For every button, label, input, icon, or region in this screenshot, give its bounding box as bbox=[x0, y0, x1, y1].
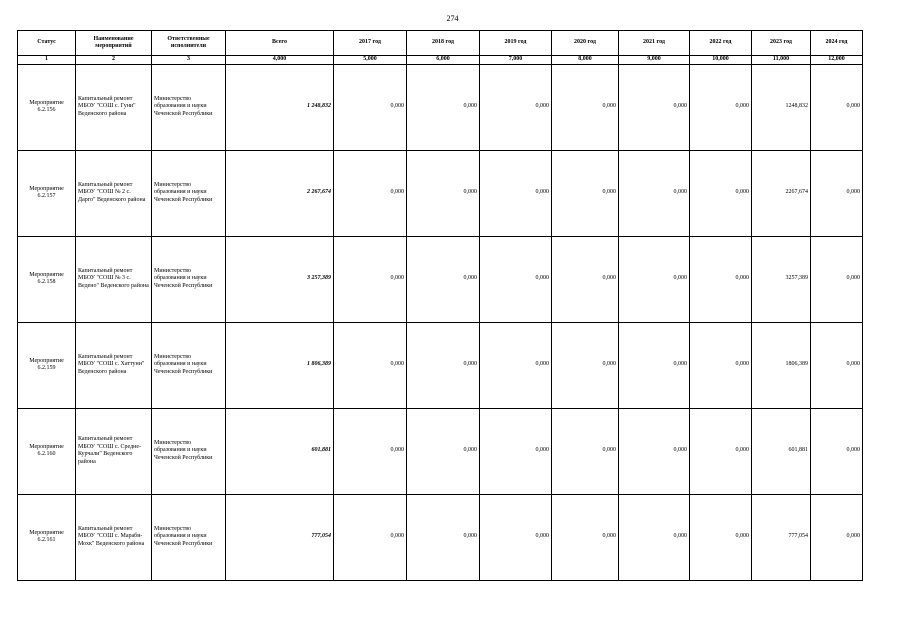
row-status: Мероприятие 6.2.158 bbox=[18, 236, 76, 322]
row-year-value: 0,000 bbox=[334, 236, 407, 322]
row-year-value: 1806,389 bbox=[752, 322, 811, 408]
row-year-value: 3257,389 bbox=[752, 236, 811, 322]
row-total: 1 806,389 bbox=[226, 322, 334, 408]
column-number: 10,000 bbox=[690, 56, 752, 65]
row-responsible: Министерство образования и науки Чеченской Республики bbox=[152, 322, 226, 408]
row-year-value: 0,000 bbox=[407, 150, 480, 236]
row-year-value: 0,000 bbox=[690, 322, 752, 408]
row-status: Мероприятие 6.2.157 bbox=[18, 150, 76, 236]
row-year-value: 0,000 bbox=[334, 494, 407, 580]
column-number: 7,000 bbox=[480, 56, 552, 65]
row-year-value: 0,000 bbox=[480, 64, 552, 150]
row-year-value: 0,000 bbox=[811, 408, 863, 494]
row-year-value: 0,000 bbox=[334, 322, 407, 408]
row-name: Капитальный ремонт МБОУ "СОШ № 2 с. Дарго" Веденского района bbox=[76, 150, 152, 236]
row-year-value: 0,000 bbox=[552, 408, 619, 494]
header-year: 2018 год bbox=[407, 31, 480, 56]
row-total: 777,054 bbox=[226, 494, 334, 580]
column-number-row bbox=[18, 56, 863, 65]
column-number: 6,000 bbox=[407, 56, 480, 65]
header-year: 2019 год bbox=[480, 31, 552, 56]
header-row bbox=[18, 31, 863, 56]
column-number: 2 bbox=[76, 56, 152, 65]
row-year-value: 0,000 bbox=[480, 150, 552, 236]
row-name: Капитальный ремонт МБОУ "СОШ с. Средне-Курчали" Веденского района bbox=[76, 408, 152, 494]
row-year-value: 0,000 bbox=[407, 322, 480, 408]
column-number: 8,000 bbox=[552, 56, 619, 65]
row-name: Капитальный ремонт МБОУ "СОШ с. Гуни" Веденского района bbox=[76, 64, 152, 150]
row-year-value: 0,000 bbox=[334, 64, 407, 150]
row-responsible: Министерство образования и науки Чеченской Республики bbox=[152, 236, 226, 322]
row-year-value: 0,000 bbox=[407, 494, 480, 580]
row-name: Капитальный ремонт МБОУ "СОШ № 3 с. Ведено" Веденского района bbox=[76, 236, 152, 322]
row-year-value: 0,000 bbox=[619, 408, 690, 494]
row-year-value: 0,000 bbox=[619, 236, 690, 322]
column-number: 1 bbox=[18, 56, 76, 65]
row-year-value: 0,000 bbox=[811, 322, 863, 408]
row-year-value: 0,000 bbox=[690, 64, 752, 150]
row-status: Мероприятие 6.2.159 bbox=[18, 322, 76, 408]
row-year-value: 0,000 bbox=[552, 64, 619, 150]
row-year-value: 0,000 bbox=[619, 64, 690, 150]
row-year-value: 0,000 bbox=[619, 494, 690, 580]
row-year-value: 0,000 bbox=[619, 150, 690, 236]
row-year-value: 0,000 bbox=[811, 150, 863, 236]
column-number: 3 bbox=[152, 56, 226, 65]
header-year: 2017 год bbox=[334, 31, 407, 56]
row-year-value: 0,000 bbox=[552, 150, 619, 236]
column-number: 5,000 bbox=[334, 56, 407, 65]
row-status: Мероприятие 6.2.161 bbox=[18, 494, 76, 580]
column-number: 4,000 bbox=[226, 56, 334, 65]
row-year-value: 0,000 bbox=[407, 408, 480, 494]
header-total: Всего bbox=[226, 31, 334, 56]
page-number: 274 bbox=[446, 14, 459, 23]
row-year-value: 0,000 bbox=[552, 322, 619, 408]
row-year-value: 0,000 bbox=[690, 150, 752, 236]
header-year: 2022 год bbox=[690, 31, 752, 56]
row-year-value: 0,000 bbox=[690, 494, 752, 580]
row-name: Капитальный ремонт МБОУ "СОШ с. Хаттуни" Веденского района bbox=[76, 322, 152, 408]
header-name: Наименование мероприятий bbox=[76, 31, 152, 56]
row-year-value: 0,000 bbox=[407, 64, 480, 150]
row-responsible: Министерство образования и науки Чеченской Республики bbox=[152, 64, 226, 150]
row-year-value: 0,000 bbox=[690, 408, 752, 494]
table-row bbox=[18, 150, 863, 236]
row-year-value: 1248,832 bbox=[752, 64, 811, 150]
table-row bbox=[18, 64, 863, 150]
row-responsible: Министерство образования и науки Чеченской Республики bbox=[152, 494, 226, 580]
table-row bbox=[18, 322, 863, 408]
header-status: Статус bbox=[18, 31, 76, 56]
row-year-value: 0,000 bbox=[552, 494, 619, 580]
row-year-value: 0,000 bbox=[619, 322, 690, 408]
row-responsible: Министерство образования и науки Чеченской Республики bbox=[152, 408, 226, 494]
row-year-value: 0,000 bbox=[480, 322, 552, 408]
row-year-value: 777,054 bbox=[752, 494, 811, 580]
table-row bbox=[18, 236, 863, 322]
row-year-value: 0,000 bbox=[690, 236, 752, 322]
row-year-value: 0,000 bbox=[407, 236, 480, 322]
row-year-value: 0,000 bbox=[480, 236, 552, 322]
row-name: Капитальный ремонт МБОУ "СОШ с. Мараби-Мохк" Веденского района bbox=[76, 494, 152, 580]
header-year: 2023 год bbox=[752, 31, 811, 56]
header-year: 2020 год bbox=[552, 31, 619, 56]
row-responsible: Министерство образования и науки Чеченской Республики bbox=[152, 150, 226, 236]
column-number: 9,000 bbox=[619, 56, 690, 65]
row-total: 3 257,389 bbox=[226, 236, 334, 322]
header-responsible: Ответственные исполнители bbox=[152, 31, 226, 56]
header-year: 2021 год bbox=[619, 31, 690, 56]
row-year-value: 0,000 bbox=[552, 236, 619, 322]
row-total: 601,881 bbox=[226, 408, 334, 494]
row-status: Мероприятие 6.2.160 bbox=[18, 408, 76, 494]
row-year-value: 0,000 bbox=[480, 408, 552, 494]
table-row bbox=[18, 408, 863, 494]
row-year-value: 0,000 bbox=[811, 236, 863, 322]
row-year-value: 0,000 bbox=[334, 408, 407, 494]
row-total: 2 267,674 bbox=[226, 150, 334, 236]
header-year: 2024 год bbox=[811, 31, 863, 56]
row-year-value: 0,000 bbox=[480, 494, 552, 580]
row-total: 1 248,832 bbox=[226, 64, 334, 150]
table-row bbox=[18, 494, 863, 580]
row-year-value: 0,000 bbox=[334, 150, 407, 236]
row-year-value: 601,881 bbox=[752, 408, 811, 494]
row-year-value: 2267,674 bbox=[752, 150, 811, 236]
budget-table bbox=[17, 30, 863, 581]
row-year-value: 0,000 bbox=[811, 64, 863, 150]
column-number: 11,000 bbox=[752, 56, 811, 65]
column-number: 12,000 bbox=[811, 56, 863, 65]
row-status: Мероприятие 6.2.156 bbox=[18, 64, 76, 150]
row-year-value: 0,000 bbox=[811, 494, 863, 580]
